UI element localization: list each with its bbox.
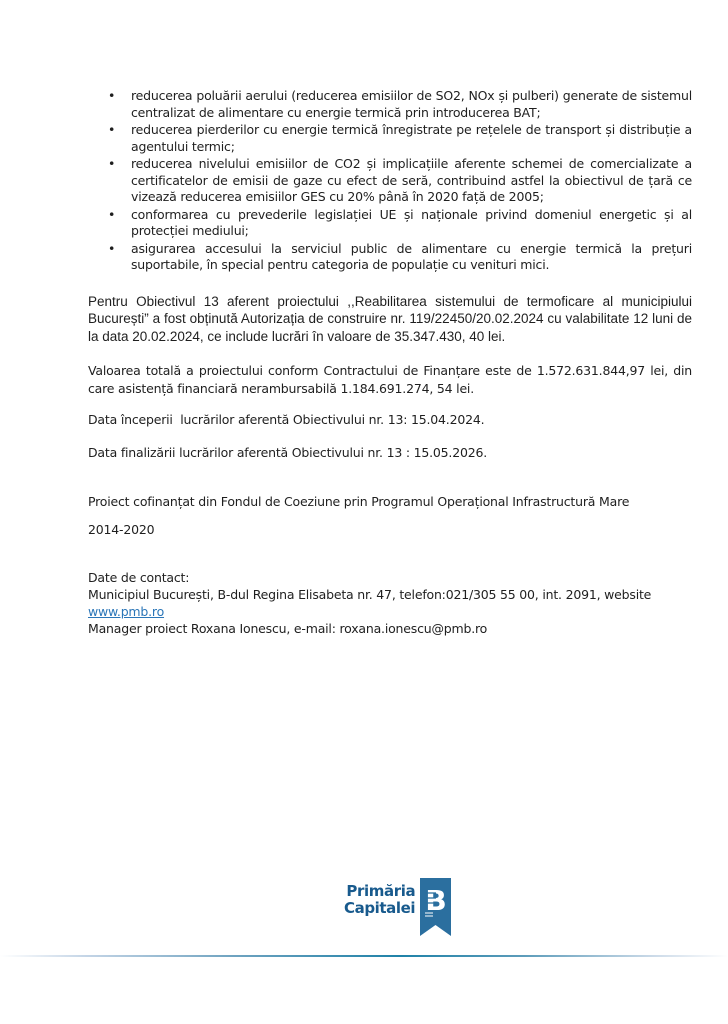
bullet-text: asigurarea accesului la serviciul public de alimentare cu energie termică la prețuri suportabile, în special pentru categoria de populație cu venituri mici. — [131, 240, 692, 272]
bullet-marker: • — [108, 240, 116, 256]
paragraph-cofinancing — [88, 488, 692, 544]
bullet-text: reducerea poluării aerului (reducerea emisiilor de SO2, NOx și pulberi) generate de sistemul centralizat de alimentare cu energie termică prin introducerea BAT; — [131, 88, 692, 120]
paragraph-total-value: Valoarea totală a proiectului conform Contractului de Finanțare este de 1.572.631.844,97 lei, din care asistență financiară nerambursabilă 1.184.691.274, 54 lei. — [88, 363, 692, 396]
logo-line1: Primăria — [346, 882, 416, 900]
list-item — [88, 156, 692, 206]
bullet-text: reducerea nivelului emisiilor de CO2 și implicațiile aferente schemei de comercializate a certificatelor de emisii de gaze cu efect de seră, contribuind astfel la obiectivul de țară ce vizează reducerea emisiilor GES cu 20% până în 2020 față de 2005; — [131, 156, 692, 204]
logo-line2: Capitalei — [344, 899, 416, 917]
contact-manager-line: Manager proiect Roxana Ionescu, e-mail: roxana.ionescu@pmb.ro — [88, 621, 488, 636]
pmb-website-link[interactable]: www.pmb.ro — [88, 604, 165, 619]
bullet-marker: • — [108, 122, 116, 137]
objectives-bullet-list — [88, 88, 692, 274]
paragraph-authorization: Pentru Obiectivul 13 aferent proiectului ,,Reabilitarea sistemului de termoficare al municipiului București” a fost obținută Autorizația de construire nr. 119/22450/20.02.2024 cu valabilitate 12 luni de la data 20.02.2024, ce include lucrări în valoare de 35.347.430, 40 lei. — [88, 293, 692, 344]
bullet-marker: • — [108, 88, 116, 103]
list-item — [88, 88, 692, 121]
list-item — [88, 122, 692, 155]
contact-section — [88, 569, 692, 637]
document-body — [88, 88, 692, 637]
paragraph-end-date: Data finalizării lucrărilor aferentă Obiectivului nr. 13 : 15.05.2026. — [88, 445, 487, 460]
bullet-marker: • — [108, 206, 116, 222]
list-item — [88, 241, 692, 274]
logo-pennant-icon — [420, 878, 451, 937]
paragraph-start-date: Data începerii lucrărilor aferentă Obiectivului nr. 13: 15.04.2024. — [88, 412, 485, 427]
contact-address-line: Municipiul București, B-dul Regina Elisabeta nr. 47, telefon:021/305 55 00, int. 2091, website — [88, 587, 652, 602]
logo-monogram: B — [425, 884, 447, 917]
primaria-capitalei-logo — [344, 878, 451, 937]
cofinancing-line2: 2014-2020 — [88, 522, 155, 537]
bullet-text: reducerea pierderilor cu energie termică înregistrate pe rețelele de transport și distribuție a agentului termic; — [131, 122, 692, 154]
bullet-text: conformarea cu prevederile legislației UE și naționale privind domeniul energetic și al protecției mediului; — [131, 206, 692, 238]
contact-heading: Date de contact: — [88, 570, 190, 585]
logo-wordmark — [344, 883, 415, 917]
list-item — [88, 207, 692, 240]
bullet-marker: • — [108, 156, 116, 171]
footer-divider — [0, 955, 728, 957]
contact-website-line — [88, 603, 692, 620]
cofinancing-line1: Proiect cofinanțat din Fondul de Coeziune prin Programul Operațional Infrastructură Mare — [88, 494, 630, 509]
